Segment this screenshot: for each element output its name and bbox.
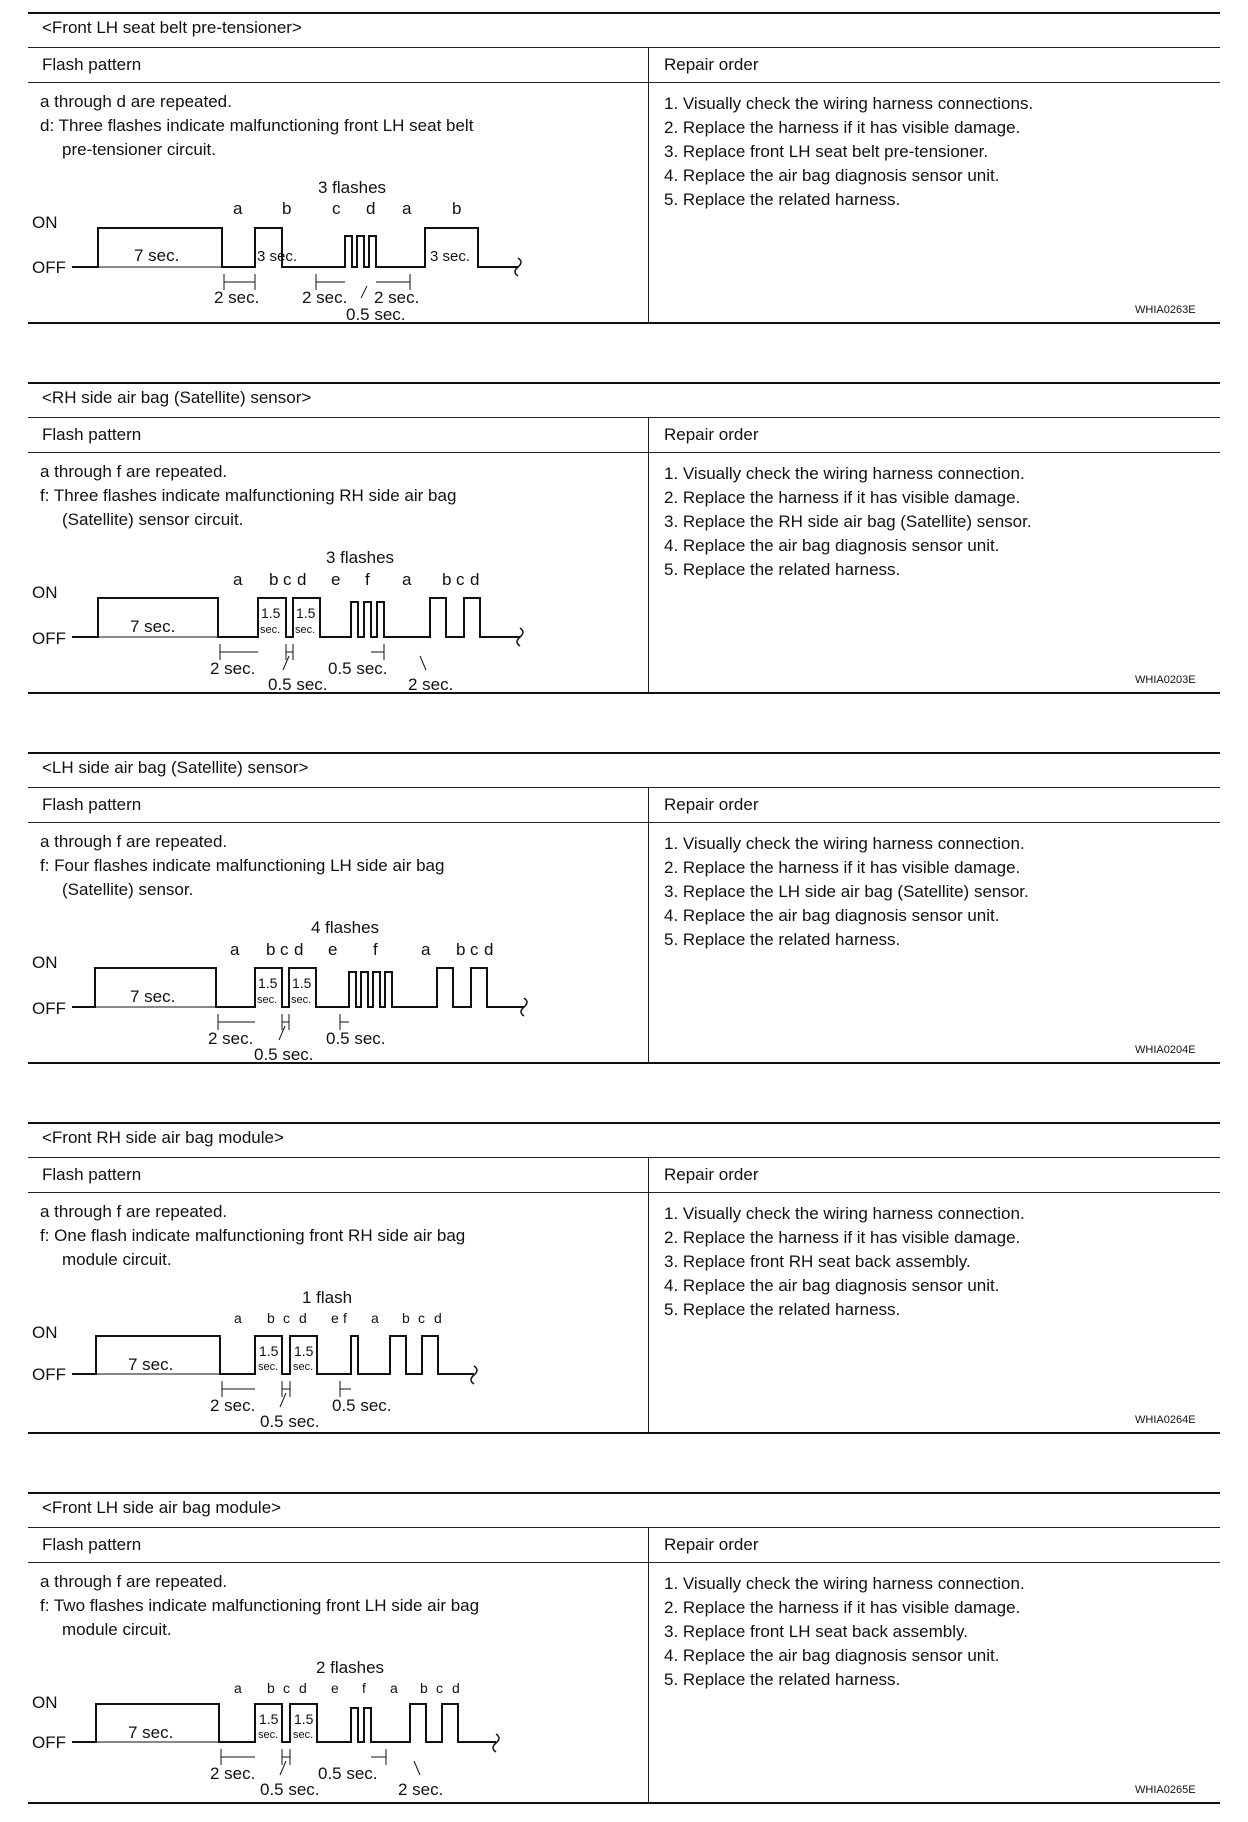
flash-pattern-description	[40, 1570, 640, 1642]
desc-line: module circuit.	[62, 1620, 172, 1639]
flash-pattern-diagram	[28, 172, 628, 322]
repair-step: 1. Visually check the wiring harness connections.	[664, 94, 1034, 113]
duration-label: sec.	[257, 994, 278, 1006]
flash-pattern-diagram	[28, 912, 628, 1062]
divider	[28, 417, 1220, 418]
phase-letter: d	[297, 570, 307, 589]
desc-line: d: Three flashes indicate malfunctioning front LH seat belt	[40, 116, 474, 135]
phase-letter: b	[420, 1680, 428, 1696]
phase-letter: d	[294, 940, 304, 959]
repair-step: 1. Visually check the wiring harness connection.	[664, 834, 1025, 853]
section-title: <Front LH seat belt pre-tensioner>	[42, 18, 302, 37]
duration-label: 0.5 sec.	[318, 1764, 378, 1783]
phase-letter: a	[390, 1680, 398, 1696]
duration-label: 1.5	[258, 975, 278, 991]
duration-label: 1.5	[259, 1343, 279, 1359]
divider	[28, 1527, 1220, 1528]
phase-letter: f	[365, 570, 370, 589]
phase-letter: a	[233, 199, 243, 218]
figure-code: WHIA0265E	[1135, 1784, 1196, 1796]
duration-label: 0.5 sec.	[260, 1780, 320, 1799]
off-label: OFF	[32, 999, 66, 1018]
divider	[28, 1492, 1220, 1494]
repair-order-list	[664, 1572, 1204, 1692]
duration-label: 1.5	[292, 975, 312, 991]
divider	[28, 1562, 1220, 1563]
repair-order-header: Repair order	[664, 55, 759, 74]
duration-label: 2 sec.	[210, 659, 256, 678]
phase-letter: a	[402, 199, 412, 218]
phase-letter: e	[331, 1310, 339, 1326]
duration-label: 2 sec.	[208, 1029, 254, 1048]
off-label: OFF	[32, 1733, 66, 1752]
duration-label: 2 sec.	[398, 1780, 444, 1799]
repair-step: 4. Replace the air bag diagnosis sensor unit.	[664, 1276, 1000, 1295]
phase-letter: f	[362, 1680, 366, 1696]
divider	[28, 1802, 1220, 1804]
column-divider	[648, 1157, 649, 1433]
flash-pattern-diagram	[28, 1652, 628, 1802]
off-label: OFF	[32, 258, 66, 277]
desc-line: module circuit.	[62, 1250, 172, 1269]
phase-letter: c	[436, 1680, 443, 1696]
phase-letter: c	[280, 940, 289, 959]
flash-pattern-header: Flash pattern	[42, 795, 142, 814]
flash-pattern-description	[40, 1200, 640, 1272]
flash-pattern-header: Flash pattern	[42, 1165, 142, 1184]
repair-step: 3. Replace the LH side air bag (Satellite) sensor.	[664, 882, 1029, 901]
off-label: OFF	[32, 1365, 66, 1384]
phase-letter: a	[402, 570, 412, 589]
repair-step: 1. Visually check the wiring harness connection.	[664, 1204, 1025, 1223]
repair-step: 1. Visually check the wiring harness connection.	[664, 464, 1025, 483]
flash-count-label: 1 flash	[302, 1288, 353, 1307]
duration-label: 2 sec.	[374, 288, 420, 307]
phase-letter: a	[234, 1310, 242, 1326]
repair-order-header: Repair order	[664, 1165, 759, 1184]
section-front-rh-side-air-bag-module	[28, 1122, 1220, 1444]
repair-step: 3. Replace front RH seat back assembly.	[664, 1252, 971, 1271]
divider	[28, 822, 1220, 823]
phase-letter: b	[269, 570, 279, 589]
duration-label: 0.5 sec.	[332, 1396, 392, 1415]
repair-step: 2. Replace the harness if it has visible damage.	[664, 488, 1021, 507]
duration-label: 1.5	[294, 1343, 314, 1359]
phase-letter: a	[230, 940, 240, 959]
phase-letter: d	[452, 1680, 460, 1696]
duration-label: sec.	[293, 1729, 314, 1741]
repair-step: 3. Replace front LH seat back assembly.	[664, 1622, 968, 1641]
flash-pattern-description	[40, 90, 640, 162]
phase-letter: c	[283, 1680, 290, 1696]
phase-letter: b	[267, 1680, 275, 1696]
desc-line: f: Two flashes indicate malfunctioning front LH side air bag	[40, 1596, 480, 1615]
duration-label: 0.5 sec.	[328, 659, 388, 678]
duration-label: 2 sec.	[210, 1764, 256, 1783]
duration-label: sec.	[295, 624, 316, 636]
phase-letter: b	[442, 570, 452, 589]
repair-step: 4. Replace the air bag diagnosis sensor unit.	[664, 906, 1000, 925]
desc-line: f: Three flashes indicate malfunctioning RH side air bag	[40, 486, 457, 505]
duration-label: 0.5 sec.	[268, 675, 328, 692]
repair-order-header: Repair order	[664, 1535, 759, 1554]
section-front-lh-side-air-bag-module	[28, 1492, 1220, 1814]
repair-step: 3. Replace the RH side air bag (Satellite) sensor.	[664, 512, 1032, 531]
divider	[28, 1157, 1220, 1158]
phase-letter: a	[234, 1680, 242, 1696]
phase-letter: c	[332, 199, 341, 218]
phase-letter: e	[331, 1680, 339, 1696]
repair-order-list	[664, 92, 1204, 212]
column-divider	[648, 47, 649, 323]
duration-label: 2 sec.	[214, 288, 260, 307]
desc-line: a through f are repeated.	[40, 1202, 228, 1221]
phase-letter: b	[282, 199, 292, 218]
repair-step: 3. Replace front LH seat belt pre-tensioner.	[664, 142, 989, 161]
repair-step: 5. Replace the related harness.	[664, 1300, 901, 1319]
desc-line: a through d are repeated.	[40, 92, 232, 111]
phase-letter: b	[456, 940, 466, 959]
desc-line: f: One flash indicate malfunctioning front RH side air bag	[40, 1226, 466, 1245]
divider	[28, 47, 1220, 48]
phase-letter: d	[299, 1680, 307, 1696]
duration-label: 3 sec.	[430, 248, 471, 265]
duration-label: 0.5 sec.	[326, 1029, 386, 1048]
on-label: ON	[32, 1323, 58, 1342]
repair-step: 5. Replace the related harness.	[664, 560, 901, 579]
phase-letter: f	[373, 940, 378, 959]
phase-letter: d	[434, 1310, 442, 1326]
flash-count-label: 4 flashes	[311, 918, 380, 937]
duration-label: 1.5	[296, 605, 316, 621]
divider	[28, 452, 1220, 453]
flash-pattern-diagram	[28, 542, 628, 692]
repair-step: 5. Replace the related harness.	[664, 190, 901, 209]
flash-count-label: 2 flashes	[316, 1658, 385, 1677]
repair-order-list	[664, 832, 1204, 952]
figure-code: WHIA0203E	[1135, 674, 1196, 686]
flash-count-label: 3 flashes	[318, 178, 387, 197]
flash-pattern-header: Flash pattern	[42, 55, 142, 74]
flash-pattern-diagram	[28, 1282, 628, 1432]
repair-order-list	[664, 1202, 1204, 1322]
divider	[28, 322, 1220, 324]
section-front-lh-seat-belt-pretensioner	[28, 12, 1220, 334]
duration-label: 0.5 sec.	[254, 1045, 314, 1062]
phase-letter: c	[456, 570, 465, 589]
divider	[28, 12, 1220, 14]
duration-label: 2 sec.	[210, 1396, 256, 1415]
repair-step: 4. Replace the air bag diagnosis sensor unit.	[664, 536, 1000, 555]
figure-code: WHIA0264E	[1135, 1414, 1196, 1426]
phase-letter: f	[343, 1310, 347, 1326]
duration-label: sec.	[260, 624, 281, 636]
repair-step: 4. Replace the air bag diagnosis sensor unit.	[664, 166, 1000, 185]
divider	[28, 382, 1220, 384]
repair-order-header: Repair order	[664, 795, 759, 814]
desc-line: a through f are repeated.	[40, 1572, 228, 1591]
repair-step: 2. Replace the harness if it has visible damage.	[664, 1598, 1021, 1617]
divider	[28, 752, 1220, 754]
duration-label: 7 sec.	[130, 987, 176, 1006]
phase-letter: b	[452, 199, 462, 218]
divider	[28, 1062, 1220, 1064]
column-divider	[648, 1527, 649, 1803]
duration-label: 7 sec.	[128, 1723, 174, 1742]
repair-step: 2. Replace the harness if it has visible damage.	[664, 858, 1021, 877]
desc-line: f: Four flashes indicate malfunctioning LH side air bag	[40, 856, 445, 875]
figure-code: WHIA0204E	[1135, 1044, 1196, 1056]
duration-label: sec.	[293, 1361, 314, 1373]
repair-order-list	[664, 462, 1204, 582]
duration-label: 1.5	[294, 1711, 314, 1727]
divider	[28, 1122, 1220, 1124]
divider	[28, 82, 1220, 83]
duration-label: 1.5	[259, 1711, 279, 1727]
desc-line: (Satellite) sensor.	[62, 880, 194, 899]
desc-line: pre-tensioner circuit.	[62, 140, 217, 159]
duration-label: 1.5	[261, 605, 281, 621]
phase-letter: b	[266, 940, 276, 959]
phase-letter: a	[233, 570, 243, 589]
divider	[28, 1192, 1220, 1193]
phase-letter: b	[402, 1310, 410, 1326]
flash-pattern-description	[40, 460, 640, 532]
repair-step: 5. Replace the related harness.	[664, 1670, 901, 1689]
desc-line: (Satellite) sensor circuit.	[62, 510, 244, 529]
flash-count-label: 3 flashes	[326, 548, 395, 567]
repair-step: 2. Replace the harness if it has visible damage.	[664, 1228, 1021, 1247]
duration-label: 2 sec.	[302, 288, 348, 307]
on-label: ON	[32, 583, 58, 602]
duration-label: 3 sec.	[257, 248, 298, 265]
flash-pattern-header: Flash pattern	[42, 1535, 142, 1554]
phase-letter: d	[484, 940, 494, 959]
on-label: ON	[32, 1693, 58, 1712]
phase-letter: e	[328, 940, 338, 959]
figure-code: WHIA0263E	[1135, 304, 1196, 316]
on-label: ON	[32, 213, 58, 232]
section-title: <Front RH side air bag module>	[42, 1128, 284, 1147]
duration-label: 7 sec.	[128, 1355, 174, 1374]
phase-letter: d	[299, 1310, 307, 1326]
desc-line: a through f are repeated.	[40, 462, 228, 481]
duration-label: 0.5 sec.	[260, 1412, 320, 1431]
column-divider	[648, 417, 649, 693]
duration-label: sec.	[258, 1729, 279, 1741]
section-title: <Front LH side air bag module>	[42, 1498, 282, 1517]
duration-label: 7 sec.	[130, 617, 176, 636]
phase-letter: c	[283, 570, 292, 589]
divider	[28, 1432, 1220, 1434]
flash-pattern-header: Flash pattern	[42, 425, 142, 444]
section-lh-side-air-bag-sensor	[28, 752, 1220, 1074]
off-label: OFF	[32, 629, 66, 648]
section-title: <LH side air bag (Satellite) sensor>	[42, 758, 309, 777]
divider	[28, 787, 1220, 788]
phase-letter: a	[421, 940, 431, 959]
section-rh-side-air-bag-sensor	[28, 382, 1220, 704]
flash-pattern-description	[40, 830, 640, 902]
phase-letter: d	[366, 199, 376, 218]
phase-letter: a	[371, 1310, 379, 1326]
duration-label: 2 sec.	[408, 675, 454, 692]
repair-step: 5. Replace the related harness.	[664, 930, 901, 949]
duration-label: sec.	[291, 994, 312, 1006]
phase-letter: c	[470, 940, 479, 959]
duration-label: 7 sec.	[134, 246, 180, 265]
repair-step: 2. Replace the harness if it has visible damage.	[664, 118, 1021, 137]
column-divider	[648, 787, 649, 1063]
repair-step: 4. Replace the air bag diagnosis sensor unit.	[664, 1646, 1000, 1665]
phase-letter: c	[283, 1310, 290, 1326]
divider	[28, 692, 1220, 694]
phase-letter: e	[331, 570, 341, 589]
repair-order-header: Repair order	[664, 425, 759, 444]
duration-label: sec.	[258, 1361, 279, 1373]
phase-letter: c	[418, 1310, 425, 1326]
phase-letter: b	[267, 1310, 275, 1326]
phase-letter: d	[470, 570, 480, 589]
section-title: <RH side air bag (Satellite) sensor>	[42, 388, 312, 407]
on-label: ON	[32, 953, 58, 972]
duration-label: 0.5 sec.	[346, 305, 406, 322]
repair-step: 1. Visually check the wiring harness connection.	[664, 1574, 1025, 1593]
desc-line: a through f are repeated.	[40, 832, 228, 851]
